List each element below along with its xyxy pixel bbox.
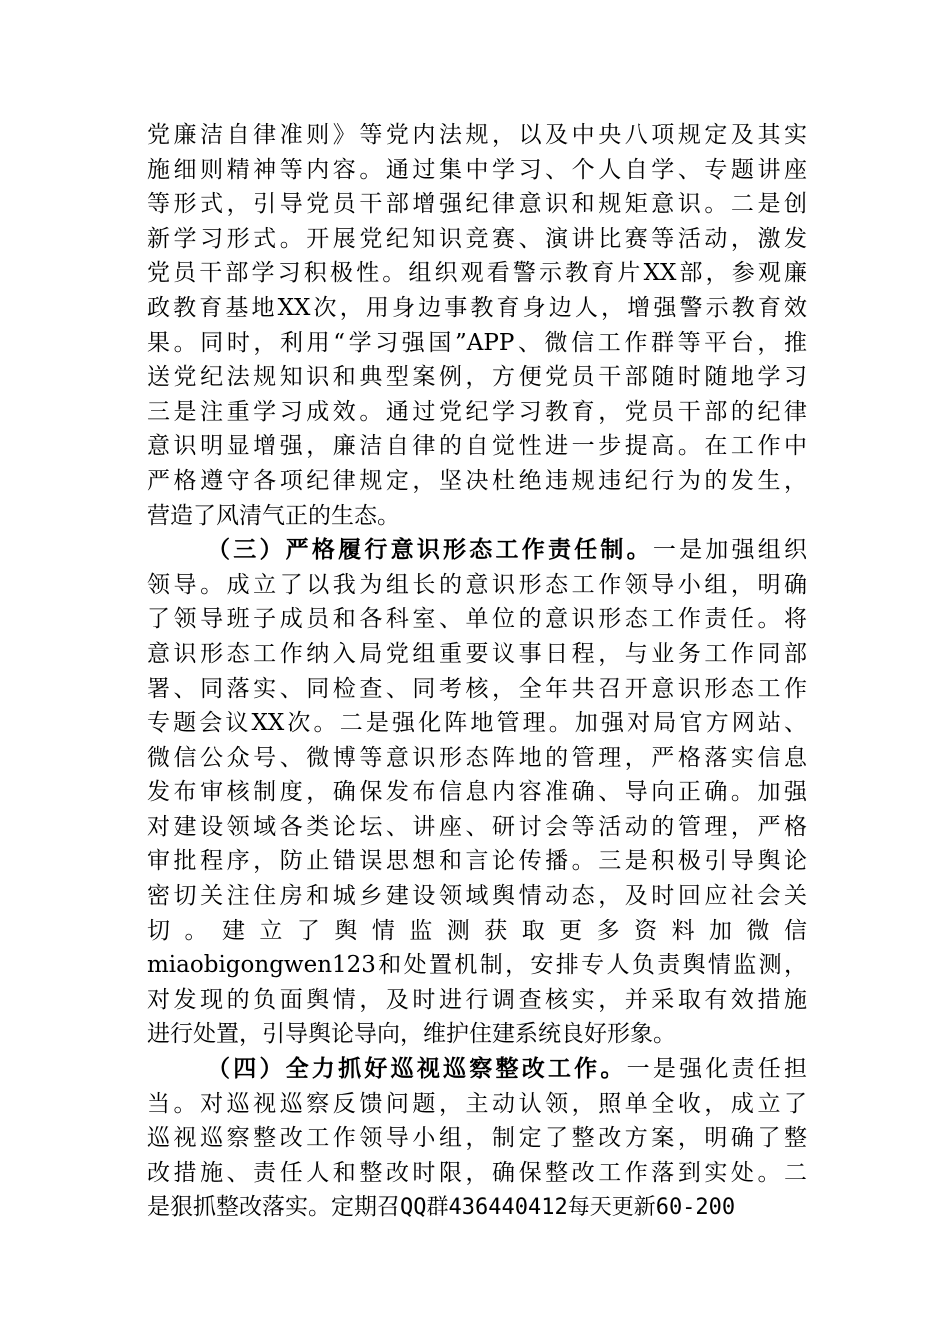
document-body	[147, 118, 807, 1225]
section-3-heading: （三）严格履行意识形态工作责任制。	[207, 536, 653, 564]
section-4-last-line-mono: QQ群436440412每天更新60-200	[400, 1195, 736, 1221]
text-line: 进行处置，引导舆论导向，维护住建系统良好形象。	[147, 1021, 676, 1048]
text-line: 巡视巡察整改工作领导小组，制定了整改方案，明确了整	[147, 1125, 807, 1152]
text-line: 了领导班子成员和各科室、单位的意识形态工作责任。将	[147, 606, 807, 633]
text-line: 专题会议XX次。二是强化阵地管理。加强对局官方网站、	[147, 710, 807, 737]
section-4-first-line	[147, 1052, 807, 1087]
text-line: miaobigongwen123和处置机制，安排专人负责舆情监测，	[147, 952, 807, 979]
section-3-first-line-text: 一是加强组织	[652, 537, 807, 564]
text-line: 审批程序，防止错误思想和言论传播。三是积极引导舆论	[147, 848, 807, 875]
text-line: 改措施、责任人和整改时限，确保整改工作落到实处。二	[147, 1159, 807, 1186]
text-line: 施细则精神等内容。通过集中学习、个人自学、专题讲座	[147, 156, 807, 183]
text-line: 果。同时，利用“学习强国”APP、微信工作群等平台，推	[147, 329, 807, 356]
text-line: 微信公众号、微博等意识形态阵地的管理，严格落实信息	[147, 744, 807, 771]
text-line: 营造了风清气正的生态。	[147, 502, 400, 529]
text-line: 对建设领域各类论坛、讲座、研讨会等活动的管理，严格	[147, 813, 807, 840]
section-4-last-line	[147, 1190, 807, 1225]
section-4-last-line-text: 是狠抓整改落实。定期召	[147, 1194, 400, 1221]
section-3-first-line	[147, 533, 807, 568]
text-line: 严格遵守各项纪律规定，坚决杜绝违规违纪行为的发生，	[147, 467, 807, 494]
text-line: 发布审核制度，确保发布信息内容准确、导向正确。加强	[147, 779, 807, 806]
text-line: 当。对巡视巡察反馈问题，主动认领，照单全收，成立了	[147, 1090, 807, 1117]
text-line: 三是注重学习成效。通过党纪学习教育，党员干部的纪律	[147, 398, 807, 425]
text-line: 意识明显增强，廉洁自律的自觉性进一步提高。在工作中	[147, 433, 807, 460]
text-line: 党廉洁自律准则》等党内法规，以及中央八项规定及其实	[147, 122, 807, 148]
text-line: 领导。成立了以我为组长的意识形态工作领导小组，明确	[147, 571, 807, 598]
text-line: 党员干部学习积极性。组织观看警示教育片XX部，参观廉	[147, 260, 807, 287]
section-4-heading: （四）全力抓好巡视巡察整改工作。	[207, 1055, 627, 1083]
text-line: 切。建立了舆情监测获取更多资料加微信	[147, 917, 807, 944]
text-line: 对发现的负面舆情，及时进行调查核实，并采取有效措施	[147, 986, 807, 1013]
text-line: 送党纪法规知识和典型案例，方便党员干部随时随地学习	[147, 364, 807, 391]
text-line: 政教育基地XX次，用身边事教育身边人，增强警示教育效	[147, 294, 807, 321]
text-line: 署、同落实、同检查、同考核，全年共召开意识形态工作	[147, 675, 807, 702]
text-line: 意识形态工作纳入局党组重要议事日程，与业务工作同部	[147, 640, 807, 667]
text-line: 密切关注住房和城乡建设领域舆情动态，及时回应社会关	[147, 883, 807, 910]
text-line: 等形式，引导党员干部增强纪律意识和规矩意识。二是创	[147, 191, 807, 218]
text-line: 新学习形式。开展党纪知识竞赛、演讲比赛等活动，激发	[147, 225, 807, 252]
section-4-first-line-text: 一是强化责任担	[626, 1056, 807, 1083]
